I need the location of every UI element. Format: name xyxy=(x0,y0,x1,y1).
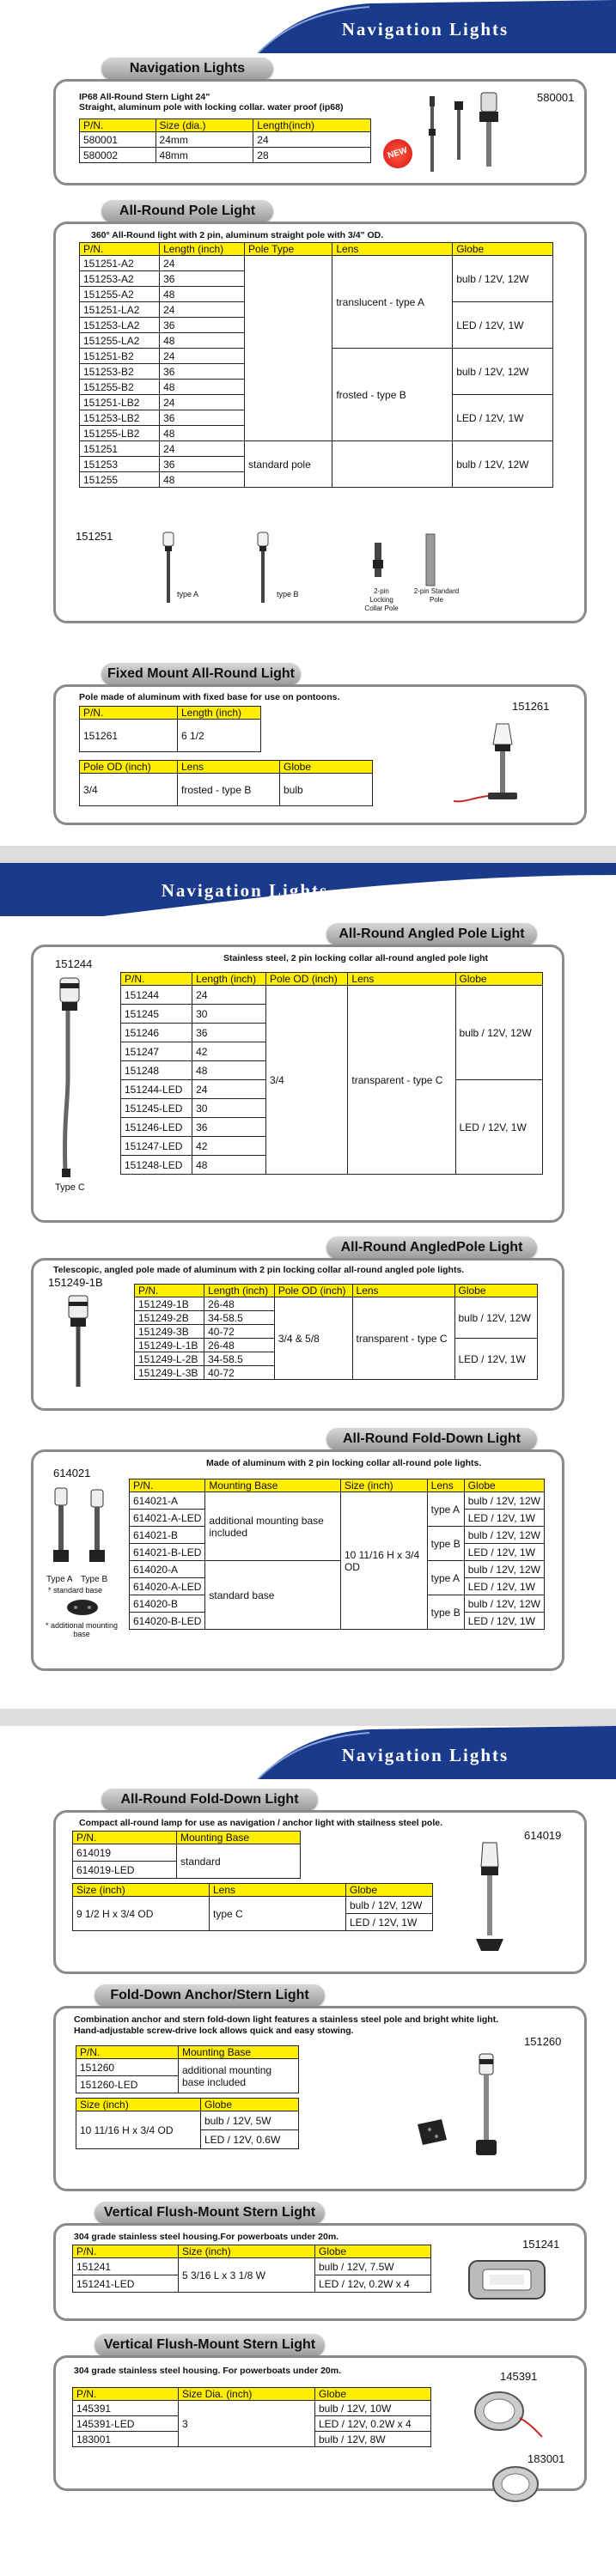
cell-globe: LED / 12V, 1W xyxy=(464,1510,544,1527)
cell-pn: 151245 xyxy=(121,1005,192,1024)
cell-globe: LED / 12V, 0.6W xyxy=(201,2130,299,2149)
col-header: Globe xyxy=(346,1884,433,1897)
cell-length: 48 xyxy=(192,1156,266,1175)
cell-length: 24 xyxy=(160,302,245,318)
cell-pn: 151249-L-2B xyxy=(135,1352,204,1366)
cell-size: 9 1/2 H x 3/4 OD xyxy=(73,1897,210,1931)
spec-table xyxy=(79,706,261,752)
section-label: Fixed Mount All-Round Light xyxy=(101,663,301,685)
cell-mounting-base: standard xyxy=(177,1844,301,1879)
cell-pole-type: standard pole xyxy=(245,441,332,488)
col-header: Pole OD (inch) xyxy=(266,973,348,986)
section-description: Compact all-round lamp for use as navigation / anchor light with stailness steel pole. xyxy=(79,1818,442,1828)
caption-standard-base: * standard base xyxy=(48,1586,103,1595)
cell-globe: bulb / 12V, 5W xyxy=(201,2111,299,2130)
col-header: P/N. xyxy=(80,119,156,132)
spec-table xyxy=(79,242,553,488)
cell-pn: 614020-B xyxy=(130,1595,205,1613)
cell-lens xyxy=(332,441,453,488)
section-label: Vertical Flush-Mount Stern Light xyxy=(95,2202,325,2224)
cell-pn: 151249-L-1B xyxy=(135,1339,204,1352)
cell-pn: 151253 xyxy=(80,457,160,472)
col-header: Globe xyxy=(464,1479,544,1492)
section-label: All-Round Fold-Down Light xyxy=(101,1789,318,1811)
section-label: Navigation Lights xyxy=(101,58,273,80)
cell-length: 48 xyxy=(160,472,245,488)
cell-lens: transparent - type C xyxy=(352,1297,454,1380)
col-header: P/N. xyxy=(135,1285,204,1297)
cell-globe: LED / 12V, 1W xyxy=(464,1544,544,1561)
col-header: Lens xyxy=(332,243,453,256)
cell-length: 40-72 xyxy=(204,1366,275,1380)
table-row xyxy=(80,256,553,271)
cell-pn: 580001 xyxy=(80,132,156,148)
cell-globe: bulb / 12V, 12W xyxy=(464,1492,544,1510)
image-product-number: 151244 xyxy=(55,957,93,970)
cell-pn: 183001 xyxy=(73,2432,179,2447)
col-header: Size (dia.) xyxy=(156,119,253,132)
cell-pn: 151255 xyxy=(80,472,160,488)
cell-pn: 151251-B2 xyxy=(80,349,160,364)
spec-table xyxy=(79,118,371,163)
product-description: Straight, aluminum pole with locking collar. water proof (ip68) xyxy=(79,102,344,112)
col-header: Pole Type xyxy=(245,243,332,256)
cell-pole-od: 3/4 xyxy=(266,986,348,1175)
caption-type-c: Type C xyxy=(55,1182,85,1193)
cell-length: 30 xyxy=(192,1005,266,1024)
col-header: Mounting Base xyxy=(205,1479,341,1492)
col-header: Lens xyxy=(348,973,455,986)
cell-pn: 151260-LED xyxy=(76,2076,179,2093)
cell-globe: bulb / 12V, 10W xyxy=(315,2401,431,2416)
spec-table xyxy=(72,1883,433,1931)
cell-pn: 151246-LED xyxy=(121,1118,192,1137)
section-label: All-Round Angled Pole Light xyxy=(326,923,537,945)
col-header: P/N. xyxy=(76,2046,179,2059)
cell-globe: bulb / 12V, 12W xyxy=(453,256,553,302)
cell-lens: frosted - type B xyxy=(332,349,453,441)
cell-globe: LED / 12V, 1W xyxy=(453,395,553,441)
cell-mounting-base: standard base xyxy=(205,1561,341,1630)
col-header: Length (inch) xyxy=(204,1285,275,1297)
cell-pole-od: 3/4 & 5/8 xyxy=(274,1297,352,1380)
cell-lens: frosted - type B xyxy=(178,774,280,806)
section-label: Vertical Flush-Mount Stern Light xyxy=(95,2334,325,2356)
cell-pn: 151249-2B xyxy=(135,1311,204,1325)
cell-pn: 151246 xyxy=(121,1024,192,1042)
col-header: Lens xyxy=(178,761,280,774)
cell-lens: transparent - type C xyxy=(348,986,455,1175)
cell-globe: bulb / 12V, 8W xyxy=(315,2432,431,2447)
spec-table xyxy=(76,2098,299,2149)
cell-pn: 151251 xyxy=(80,441,160,457)
cell-globe: bulb / 12V, 12W xyxy=(454,1297,538,1339)
cell-pn: 151247 xyxy=(121,1042,192,1061)
section-description: Made of aluminum with 2 pin locking collar all-round pole lights. xyxy=(206,1458,482,1468)
catalog-page-3 xyxy=(0,1726,616,2576)
banner-title: Navigation Lights xyxy=(161,880,329,901)
spec-table xyxy=(72,1831,301,1879)
col-header: Size (inch) xyxy=(73,1884,210,1897)
image-product-number: 151241 xyxy=(522,2238,560,2251)
caption-type-b: type B xyxy=(277,590,299,598)
section-description: Telescopic, angled pole made of aluminum with 2 pin locking collar all-round angled pole lights. xyxy=(53,1265,465,1275)
spec-table xyxy=(72,2387,431,2447)
cell-pn: 151248 xyxy=(121,1061,192,1080)
cell-globe: bulb xyxy=(280,774,373,806)
compact-fold-down-light-image xyxy=(464,1838,515,1958)
cell-length: 48 xyxy=(192,1061,266,1080)
cell-pn: 151255-A2 xyxy=(80,287,160,302)
caption-type-b: Type B xyxy=(81,1575,108,1584)
cell-pn: 151253-A2 xyxy=(80,271,160,287)
cell-length: 42 xyxy=(192,1042,266,1061)
cell-size: 10 11/16 H x 3/4 OD xyxy=(76,2111,201,2149)
cell-pn: 151253-LA2 xyxy=(80,318,160,333)
cell-size: 24mm xyxy=(156,132,253,148)
section-description: 304 grade stainless steel housing.For powerboats under 20m. xyxy=(74,2232,339,2242)
cell-globe: LED / 12V, 1W xyxy=(454,1339,538,1380)
col-header: P/N. xyxy=(73,2388,179,2401)
cell-length: 36 xyxy=(192,1118,266,1137)
spec-table xyxy=(72,2245,431,2293)
cell-length: 26-48 xyxy=(204,1297,275,1311)
col-header: Length (inch) xyxy=(160,243,245,256)
cell-pole-type xyxy=(245,256,332,441)
page-gap xyxy=(0,1709,616,1726)
section-label: All-Round Pole Light xyxy=(101,200,273,222)
cell-length: 42 xyxy=(192,1137,266,1156)
section-description: 360° All-Round light with 2 pin, aluminum straight pole with 3/4" OD. xyxy=(91,230,384,240)
cell-length: 48 xyxy=(160,287,245,302)
cell-globe: LED / 12V, 1W xyxy=(455,1080,542,1175)
image-product-number: 614021 xyxy=(53,1467,91,1479)
caption-standard-pole: 2-pin Standard Pole xyxy=(413,587,460,604)
product-number: 580001 xyxy=(537,91,575,104)
cell-length: 24 xyxy=(160,441,245,457)
section-description: Combination anchor and stern fold-down light features a stainless steel pole and bright white light. Hand-adjustable screw-drive lock allows quick and easy stowing. xyxy=(74,2014,499,2036)
cell-lens: type B xyxy=(427,1527,464,1561)
pole-lights-image xyxy=(103,526,464,611)
cell-globe: bulb / 12V, 7.5W xyxy=(315,2258,431,2275)
col-header: Length (inch) xyxy=(192,973,266,986)
fold-down-lights-image xyxy=(46,1481,124,1576)
cell-lens: type A xyxy=(427,1492,464,1527)
caption-type-a: Type A xyxy=(46,1575,73,1584)
cell-pn: 614020-A xyxy=(130,1561,205,1578)
telescopic-light-image xyxy=(62,1292,96,1395)
table-row xyxy=(121,986,543,1005)
cell-length: 36 xyxy=(192,1024,266,1042)
table-row xyxy=(130,1561,545,1578)
cell-globe: bulb / 12V, 12W xyxy=(453,349,553,395)
col-header: Globe xyxy=(315,2388,431,2401)
cell-length: 36 xyxy=(160,271,245,287)
cell-globe: bulb / 12V, 12W xyxy=(346,1897,433,1914)
mounting-base-image xyxy=(64,1597,101,1618)
cell-pn: 151249-L-3B xyxy=(135,1366,204,1380)
col-header: Globe xyxy=(315,2245,431,2258)
new-badge: NEW xyxy=(380,136,417,173)
cell-length: 36 xyxy=(160,457,245,472)
cell-globe: LED / 12V, 1W xyxy=(346,1914,433,1931)
cell-pn: 151251-LA2 xyxy=(80,302,160,318)
caption-collar-pole: 2-pin Locking Collar Pole xyxy=(364,587,399,612)
cell-pn: 151255-LA2 xyxy=(80,333,160,349)
col-header: P/N. xyxy=(80,243,160,256)
cell-globe: bulb / 12V, 12W xyxy=(464,1527,544,1544)
cell-pn: 614021-A-LED xyxy=(130,1510,205,1527)
col-header: Globe xyxy=(280,761,373,774)
cell-length: 34-58.5 xyxy=(204,1352,275,1366)
stern-light-image xyxy=(419,86,522,175)
col-header: Pole OD (inch) xyxy=(274,1285,352,1297)
spec-table xyxy=(129,1479,545,1630)
cell-pn: 145391 xyxy=(73,2401,179,2416)
cell-size: 48mm xyxy=(156,148,253,163)
col-header: Size (inch) xyxy=(76,2099,201,2111)
catalog-page-1 xyxy=(0,0,616,846)
image-product-number: 145391 xyxy=(500,2370,538,2383)
cell-lens: translucent - type A xyxy=(332,256,453,349)
banner-title: Navigation Lights xyxy=(341,1745,509,1765)
cell-length: 48 xyxy=(160,426,245,441)
col-header: P/N. xyxy=(73,1832,177,1844)
product-title: IP68 All-Round Stern Light 24" xyxy=(79,92,210,102)
caption-type-a: type A xyxy=(177,590,199,598)
caption-additional-base: * additional mounting base xyxy=(45,1621,119,1638)
image-product-number: 151260 xyxy=(524,2035,562,2048)
cell-length: 28 xyxy=(253,148,371,163)
round-stern-light-image xyxy=(460,2382,546,2442)
cell-pn: 151244 xyxy=(121,986,192,1005)
cell-length: 48 xyxy=(160,333,245,349)
cell-pn: 151260 xyxy=(76,2059,179,2076)
cell-globe: LED / 12V, 1W xyxy=(464,1613,544,1630)
col-header: Size (inch) xyxy=(340,1479,427,1492)
cell-pn: 580002 xyxy=(80,148,156,163)
col-header: Globe xyxy=(453,243,553,256)
cell-pn: 151249-3B xyxy=(135,1325,204,1339)
section-label: All-Round Fold-Down Light xyxy=(326,1428,537,1450)
cell-pn: 614019-LED xyxy=(73,1862,177,1879)
col-header: P/N. xyxy=(80,707,178,720)
cell-globe: bulb / 12V, 12W xyxy=(453,441,553,488)
section-description: 304 grade stainless steel housing. For powerboats under 20m. xyxy=(74,2366,342,2376)
col-header: Globe xyxy=(454,1285,538,1297)
page-gap xyxy=(0,846,616,863)
cell-globe: bulb / 12V, 12W xyxy=(464,1561,544,1578)
spec-table xyxy=(134,1284,538,1380)
cell-length: 36 xyxy=(160,318,245,333)
cell-mounting-base: additional mounting base included xyxy=(179,2059,299,2093)
cell-length: 24 xyxy=(192,1080,266,1099)
cell-pn: 614020-A-LED xyxy=(130,1578,205,1595)
cell-pn: 151251-A2 xyxy=(80,256,160,271)
cell-length: 36 xyxy=(160,410,245,426)
cell-pn: 151248-LED xyxy=(121,1156,192,1175)
section-description: Pole made of aluminum with fixed base for use on pontoons. xyxy=(79,692,340,702)
product-number: 151261 xyxy=(512,700,550,713)
col-header: P/N. xyxy=(130,1479,205,1492)
col-header: Length (inch) xyxy=(178,707,261,720)
angled-pole-light-image xyxy=(53,975,88,1181)
col-header: Pole OD (inch) xyxy=(80,761,178,774)
col-header: Globe xyxy=(455,973,542,986)
image-product-number: 151249-1B xyxy=(48,1276,103,1289)
col-header: P/N. xyxy=(73,2245,179,2258)
cell-length: 48 xyxy=(160,380,245,395)
cell-pn: 151253-B2 xyxy=(80,364,160,380)
section-description: Stainless steel, 2 pin locking collar all-round angled pole light xyxy=(223,953,489,963)
table-row xyxy=(130,1492,545,1510)
col-header: Globe xyxy=(201,2099,299,2111)
col-header: Mounting Base xyxy=(179,2046,299,2059)
image-product-number: 151251 xyxy=(76,530,113,543)
spec-table xyxy=(79,760,373,806)
cell-pn: 151241-LED xyxy=(73,2275,179,2293)
cell-pn: 145391-LED xyxy=(73,2416,179,2432)
cell-length: 26-48 xyxy=(204,1339,275,1352)
cell-pn: 151241 xyxy=(73,2258,179,2275)
catalog-page-2 xyxy=(0,863,616,1709)
col-header: Lens xyxy=(352,1285,454,1297)
cell-pn: 614020-B-LED xyxy=(130,1613,205,1630)
image-product-number: 183001 xyxy=(528,2452,565,2465)
cell-length: 30 xyxy=(192,1099,266,1118)
cell-pn: 151255-B2 xyxy=(80,380,160,395)
cell-pn: 151253-LB2 xyxy=(80,410,160,426)
banner-title: Navigation Lights xyxy=(341,19,509,39)
fixed-mount-light-image xyxy=(438,717,533,811)
cell-pn: 151249-1B xyxy=(135,1297,204,1311)
table-row xyxy=(135,1297,538,1311)
cell-globe: LED / 12V, 1W xyxy=(464,1578,544,1595)
spec-table xyxy=(120,972,543,1175)
cell-size: 10 11/16 H x 3/4 OD xyxy=(340,1492,427,1630)
flush-mount-light-image xyxy=(464,2254,550,2306)
cell-length: 40-72 xyxy=(204,1325,275,1339)
cell-lens: type B xyxy=(427,1595,464,1630)
cell-lens: type C xyxy=(210,1897,346,1931)
cell-length: 24 xyxy=(160,256,245,271)
cell-globe: bulb / 12V, 12W xyxy=(455,986,542,1080)
cell-pn: 614021-B-LED xyxy=(130,1544,205,1561)
cell-pn: 151251-LB2 xyxy=(80,395,160,410)
cell-length: 6 1/2 xyxy=(178,720,261,752)
cell-length: 36 xyxy=(160,364,245,380)
cell-length: 24 xyxy=(160,349,245,364)
col-header: Lens xyxy=(427,1479,464,1492)
cell-od: 3/4 xyxy=(80,774,178,806)
cell-length: 24 xyxy=(253,132,371,148)
section-label: Fold-Down Anchor/Stern Light xyxy=(95,1984,325,2007)
col-header: Size Dia. (inch) xyxy=(179,2388,315,2401)
cell-size: 5 3/16 L x 3 1/8 W xyxy=(179,2258,315,2293)
spec-table xyxy=(76,2045,299,2093)
col-header: Lens xyxy=(210,1884,346,1897)
cell-pn: 151255-LB2 xyxy=(80,426,160,441)
cell-lens: type A xyxy=(427,1561,464,1595)
section-label: All-Round AngledPole Light xyxy=(326,1236,537,1259)
cell-globe: LED / 12v, 0.2W x 4 xyxy=(315,2275,431,2293)
cell-length: 24 xyxy=(160,395,245,410)
cell-globe: bulb / 12V, 12W xyxy=(464,1595,544,1613)
cell-length: 34-58.5 xyxy=(204,1311,275,1325)
image-product-number: 614019 xyxy=(524,1829,562,1842)
cell-pn: 614021-A xyxy=(130,1492,205,1510)
cell-size: 3 xyxy=(179,2401,315,2447)
col-header: Mounting Base xyxy=(177,1832,301,1844)
cell-pn: 614019 xyxy=(73,1844,177,1862)
cell-pn: 151245-LED xyxy=(121,1099,192,1118)
cell-pn: 151244-LED xyxy=(121,1080,192,1099)
cell-mounting-base: additional mounting base included xyxy=(205,1492,341,1561)
cell-pn: 614021-B xyxy=(130,1527,205,1544)
cell-pn: 151261 xyxy=(80,720,178,752)
table-row xyxy=(80,441,553,457)
cell-length: 24 xyxy=(192,986,266,1005)
cell-globe: LED / 12V, 0.2W x 4 xyxy=(315,2416,431,2432)
col-header: Length(inch) xyxy=(253,119,371,132)
anchor-stern-light-image xyxy=(404,2045,533,2174)
round-stern-light-image xyxy=(481,2463,550,2506)
col-header: Size (inch) xyxy=(179,2245,315,2258)
cell-globe: LED / 12V, 1W xyxy=(453,302,553,349)
cell-pn: 151247-LED xyxy=(121,1137,192,1156)
col-header: P/N. xyxy=(121,973,192,986)
